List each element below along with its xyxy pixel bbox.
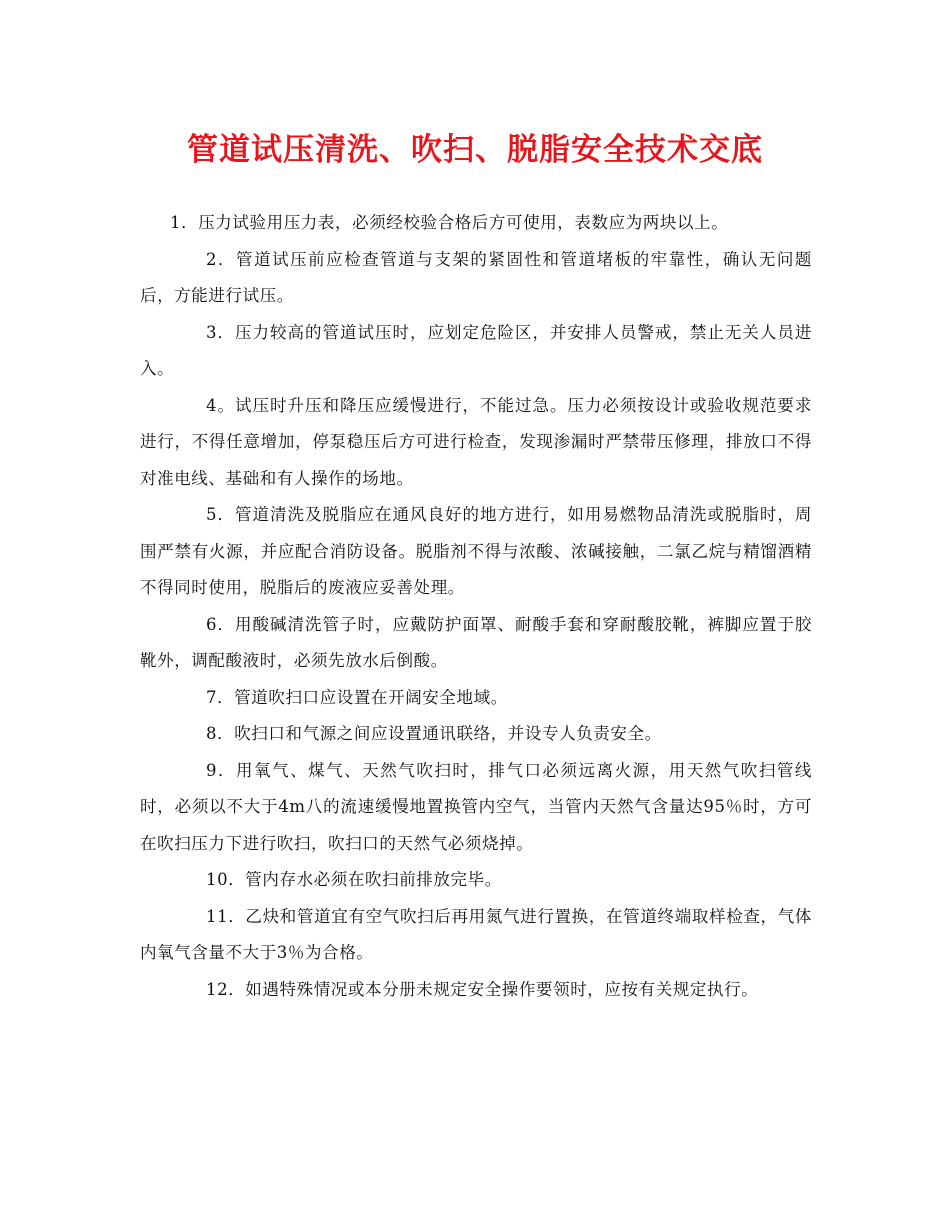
paragraph-5: 5．管道清洗及脱脂应在通风良好的地方进行，如用易燃物品清洗或脱脂时，周围严禁有火源，并应配合消防设备。脱脂剂不得与浓酸、浓碱接触，二氯乙烷与精馏酒精不得同时使用，脱脂后的废液应妥善处理。	[140, 505, 812, 597]
document-title: 管道试压清洗、吹扫、脱脂安全技术交底	[187, 132, 763, 168]
paragraph-6: 6．用酸碱清洗管子时，应戴防护面罩、耐酸手套和穿耐酸胶靴，裤脚应置于胶靴外，调配酸液时，必须先放水后倒酸。	[140, 614, 812, 670]
paragraph-12: 12．如遇特殊情况或本分册未规定安全操作要领时，应按有关规定执行。	[206, 979, 759, 999]
paragraph-3: 3．压力较高的管道试压时，应划定危险区，并安排人员警戒，禁止无关人员进入。	[140, 322, 812, 378]
paragraph-1: 1．压力试验用压力表，必须经校验合格后方可使用，表数应为两块以上。	[170, 213, 729, 232]
paragraph-4: 4。试压时升压和降压应缓慢进行，不能过急。压力必须按设计或验收规范要求进行，不得任意增加，停泵稳压后方可进行检查，发现渗漏时严禁带压修理，排放口不得对准电线、基础和有人操作的场地。	[140, 395, 812, 488]
paragraph-10: 10．管内存水必须在吹扫前排放完毕。	[206, 870, 502, 889]
paragraph-9: 9．用氧气、煤气、天然气吹扫时，排气口必须远离火源，用天然气吹扫管线时，必须以不大于4m八的流速缓慢地置换管内空气，当管内天然气含量达95％时，方可在吹扫压力下进行吹扫，吹扫口的天然气必须烧掉。	[140, 760, 812, 853]
paragraph-2: 2．管道试压前应检查管道与支架的紧固性和管道堵板的牢靠性，确认无问题后，方能进行试压。	[140, 249, 812, 305]
paragraph-8: 8．吹扫口和气源之间应设置通讯联络，并设专人负责安全。	[206, 724, 662, 743]
paragraph-11: 11．乙炔和管道宜有空气吹扫后再用氮气进行置换，在管道终端取样检查，气体内氧气含量不大于3％为合格。	[140, 906, 812, 962]
document-body	[140, 205, 812, 1008]
paragraph-7: 7．管道吹扫口应设置在开阔安全地域。	[206, 687, 508, 707]
